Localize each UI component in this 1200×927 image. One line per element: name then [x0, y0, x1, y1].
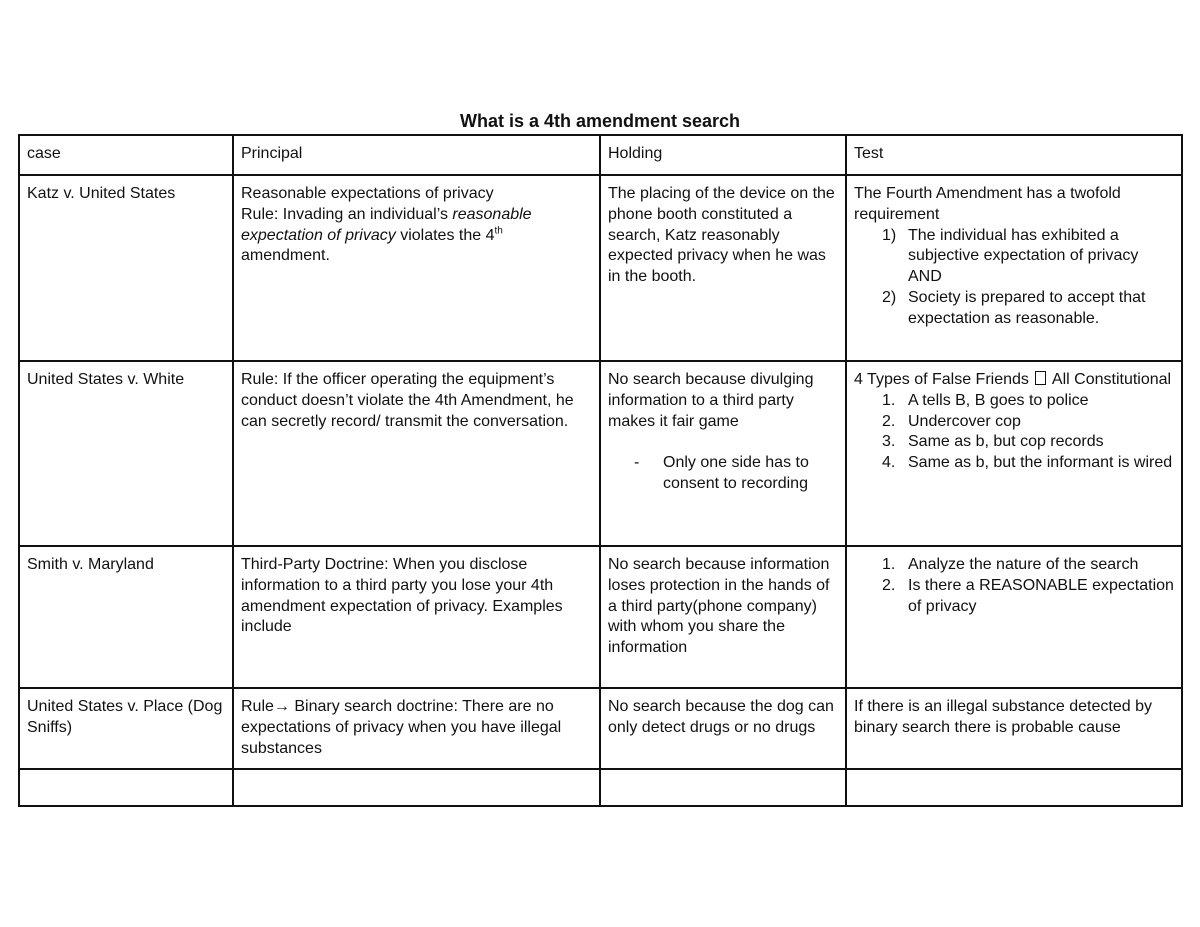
table-row [19, 688, 1182, 769]
principal-cell: Third-Party Doctrine: When you disclose information to a third party you lose your 4th amendment expectation of privacy. Examples include [233, 546, 600, 688]
missing-glyph-box-icon [1035, 371, 1046, 385]
list-item: 4. Same as b, but the informant is wired [882, 454, 1173, 472]
italic-phrase: reasonable expectation of privacy [241, 205, 532, 244]
test-cell [846, 546, 1182, 688]
header-row [19, 135, 1182, 175]
principal-line: Reasonable expectations of privacy [241, 185, 494, 202]
holding-text: No search because divulging information to a third party makes it fair game [608, 371, 814, 430]
superscript: th [494, 225, 503, 237]
test-cell [846, 175, 1182, 361]
list-item: - Only one side has to consent to recording [634, 454, 809, 492]
principal-rule: Rule: Invading an individual’s reasonable expectation of privacy violates the 4th amendment. [241, 205, 532, 265]
table-row [19, 175, 1182, 361]
list-item: 2. Is there a REASONABLE expectation of privacy [882, 576, 1174, 615]
case-cell: Katz v. United States [19, 175, 233, 361]
document-title: What is a 4th amendment search [459, 111, 741, 131]
principal-cell: Rule→ Binary search doctrine: There are no expectations of privacy when you have illegal substances [233, 688, 600, 769]
principal-cell [233, 175, 600, 361]
list-item: 1. A tells B, B goes to police [882, 391, 1089, 409]
case-cell: Smith v. Maryland [19, 546, 233, 688]
holding-cell: The placing of the device on the phone booth constituted a search, Katz reasonably expected privacy when he was in the booth. [600, 175, 846, 361]
case-cell: United States v. White [19, 361, 233, 546]
case-cell: United States v. Place (Dog Sniffs) [19, 688, 233, 769]
empty-row [19, 769, 1182, 806]
empty-cell [600, 769, 846, 806]
list-item: 2) Society is prepared to accept that expectation as reasonable. [882, 288, 1146, 327]
header-holding: Holding [600, 135, 846, 175]
list-item: 3. Same as b, but cop records [882, 433, 1104, 451]
list-item: 1) The individual has exhibited a subjective expectation of privacy AND [882, 226, 1139, 286]
test-list [854, 391, 1174, 474]
table-row [19, 361, 1182, 546]
empty-cell [846, 769, 1182, 806]
holding-cell: No search because the dog can only detect drugs or no drugs [600, 688, 846, 769]
header-principal: Principal [233, 135, 600, 175]
list-item: 2. Undercover cop [882, 412, 1021, 430]
test-intro: 4 Types of False Friends All Constitutional [854, 371, 1172, 388]
holding-cell: No search because information loses protection in the hands of a third party(phone company) with whom you share the information [600, 546, 846, 688]
search-cases-table [18, 134, 1183, 807]
empty-cell [19, 769, 233, 806]
test-list [854, 555, 1174, 617]
test-cell: If there is an illegal substance detected by binary search there is probable cause [846, 688, 1182, 769]
empty-cell [233, 769, 600, 806]
test-list [854, 226, 1174, 330]
list-item: 1. Analyze the nature of the search [882, 556, 1139, 573]
holding-cell [600, 361, 846, 546]
principal-cell: Rule: If the officer operating the equipment’s conduct doesn’t violate the 4th Amendment, he can secretly record/ transmit the conversation. [233, 361, 600, 546]
test-cell [846, 361, 1182, 546]
header-test: Test [846, 135, 1182, 175]
test-intro: The Fourth Amendment has a twofold requirement [854, 185, 1121, 223]
header-case: case [19, 135, 233, 175]
table-row [19, 546, 1182, 688]
